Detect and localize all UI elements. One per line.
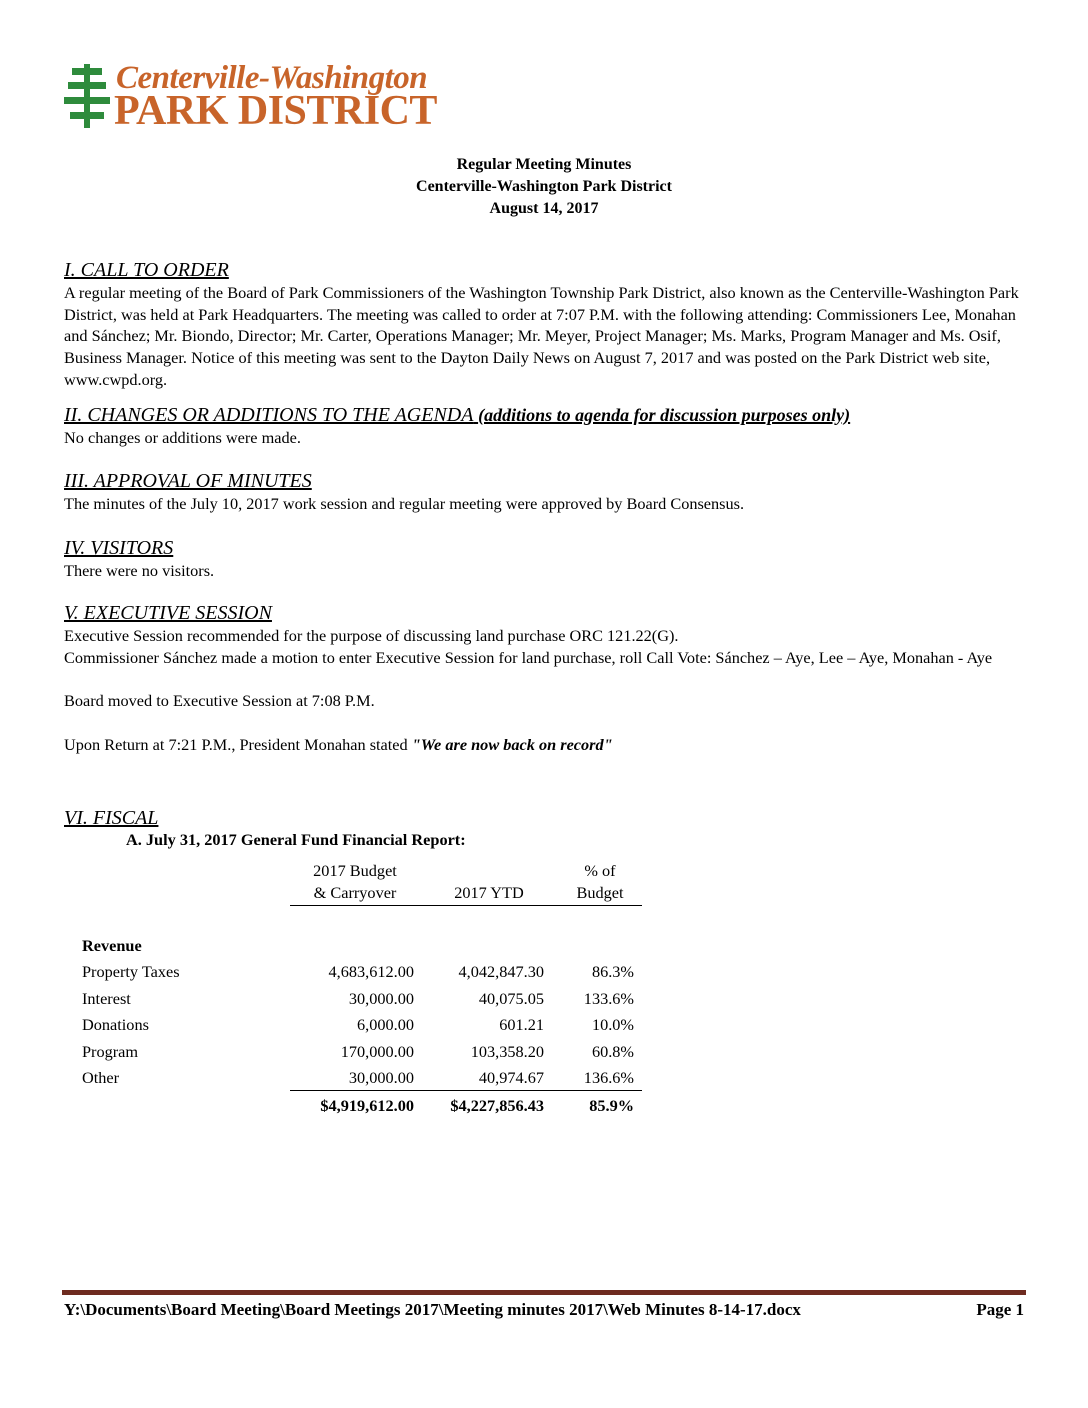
row-pct: 10.0% bbox=[591, 1015, 634, 1034]
document-title bbox=[0, 154, 1088, 220]
section-executive-session bbox=[64, 601, 1034, 756]
footer-rule bbox=[62, 1290, 1026, 1295]
section-heading: V. EXECUTIVE SESSION bbox=[64, 602, 272, 624]
row-budget: 170,000.00 bbox=[340, 1042, 414, 1061]
logo-name-line: Centerville-Washington bbox=[116, 60, 428, 96]
column-header-line: Budget bbox=[576, 883, 624, 902]
section-body: No changes or additions were made. bbox=[64, 428, 301, 447]
row-pct: 136.6% bbox=[583, 1068, 634, 1087]
footer-file-path: Y:\Documents\Board Meeting\Board Meetings 2017\Meeting minutes 2017\Web Minutes 8-14-17.docx bbox=[64, 1300, 801, 1319]
section-approval bbox=[64, 469, 1034, 515]
row-label: Program bbox=[82, 1042, 139, 1061]
section-heading: IV. VISITORS bbox=[64, 537, 174, 559]
section-heading-main: II. CHANGES OR ADDITIONS TO THE AGENDA bbox=[64, 404, 474, 426]
row-pct: 86.3% bbox=[591, 962, 634, 981]
title-line-2: Centerville-Washington Park District bbox=[416, 178, 672, 195]
section-heading bbox=[64, 403, 1034, 427]
tree-icon bbox=[64, 62, 110, 130]
row-label: Property Taxes bbox=[82, 962, 180, 981]
column-header-line: % of bbox=[584, 861, 616, 880]
section-fiscal bbox=[64, 806, 1034, 830]
section-line: Executive Session recommended for the purpose of discussing land purchase ORC 121.22(G). bbox=[64, 626, 679, 645]
financial-report-title: A. July 31, 2017 General Fund Financial Report: bbox=[126, 830, 466, 849]
row-budget: 4,683,612.00 bbox=[328, 962, 414, 981]
row-label: Other bbox=[82, 1068, 120, 1087]
row-label: Donations bbox=[82, 1015, 149, 1034]
row-budget: 6,000.00 bbox=[357, 1015, 414, 1034]
section-heading-note: (additions to agenda for discussion purposes only) bbox=[478, 405, 851, 425]
row-budget: 30,000.00 bbox=[348, 989, 414, 1008]
section-body: A regular meeting of the Board of Park Commissioners of the Washington Township Park District, also known as the Centerville-Washington Park District, was held at Park Headquarters. The meeting was called to order at 7:07 P.M. with the following attending: Commissioners Lee, Monahan and Sánchez; Mr. Biondo, Director; Mr. Carter, Operations Manager; Mr. Meyer, Project Manager; Ms. Marks, Program Manager and Ms. Osif, Business Manager. Notice of this meeting was sent to the Dayton Daily News on August 7, 2017 and was posted on the Park District web site, www.cwpd.org. bbox=[64, 283, 1019, 389]
total-ytd: $4,227,856.43 bbox=[450, 1096, 544, 1115]
column-header-line: 2017 Budget bbox=[313, 861, 397, 880]
return-statement: Upon Return at 7:21 P.M., President Monahan stated bbox=[64, 735, 412, 755]
column-header-ytd: 2017 YTD bbox=[454, 883, 524, 902]
section-changes bbox=[64, 403, 1034, 449]
column-header-budget bbox=[290, 860, 420, 904]
section-body: The minutes of the July 10, 2017 work session and regular meeting were approved by Board Consensus. bbox=[64, 494, 745, 513]
row-ytd: 40,075.05 bbox=[478, 989, 544, 1008]
section-call-to-order bbox=[64, 258, 1034, 391]
footer-page-number: Page 1 bbox=[976, 1300, 1024, 1319]
column-header-line: & Carryover bbox=[313, 883, 397, 902]
row-label: Interest bbox=[82, 989, 131, 1008]
section-line: Board moved to Executive Session at 7:08 P.M. bbox=[64, 691, 375, 711]
row-pct: 60.8% bbox=[591, 1042, 634, 1061]
section-visitors bbox=[64, 536, 1034, 582]
section-heading: VI. FISCAL bbox=[64, 807, 159, 829]
row-ytd: 601.21 bbox=[499, 1015, 544, 1034]
section-body: There were no visitors. bbox=[64, 561, 215, 580]
section-line: Commissioner Sánchez made a motion to enter Executive Session for land purchase, roll Call Vote: Sánchez – Aye, Lee – Aye, Monahan - Aye bbox=[64, 647, 993, 667]
section-line bbox=[64, 734, 1034, 756]
total-rule bbox=[290, 1090, 642, 1091]
section-heading: III. APPROVAL OF MINUTES bbox=[64, 470, 312, 492]
park-district-logo bbox=[64, 60, 437, 134]
row-ytd: 40,974.67 bbox=[478, 1068, 544, 1087]
logo-district-line: PARK DISTRICT bbox=[114, 88, 437, 134]
header-underline bbox=[290, 905, 642, 906]
row-ytd: 4,042,847.30 bbox=[458, 962, 544, 981]
total-budget: $4,919,612.00 bbox=[320, 1096, 414, 1115]
total-pct: 85.9% bbox=[589, 1096, 634, 1115]
return-quote: "We are now back on record" bbox=[411, 735, 613, 755]
row-budget: 30,000.00 bbox=[348, 1068, 414, 1087]
revenue-group-label: Revenue bbox=[82, 936, 142, 955]
section-heading: I. CALL TO ORDER bbox=[64, 259, 229, 281]
row-ytd: 103,358.20 bbox=[470, 1042, 544, 1061]
title-line-3: August 14, 2017 bbox=[489, 200, 599, 217]
row-pct: 133.6% bbox=[583, 989, 634, 1008]
title-line-1: Regular Meeting Minutes bbox=[456, 156, 632, 173]
column-header-pct bbox=[560, 860, 640, 904]
